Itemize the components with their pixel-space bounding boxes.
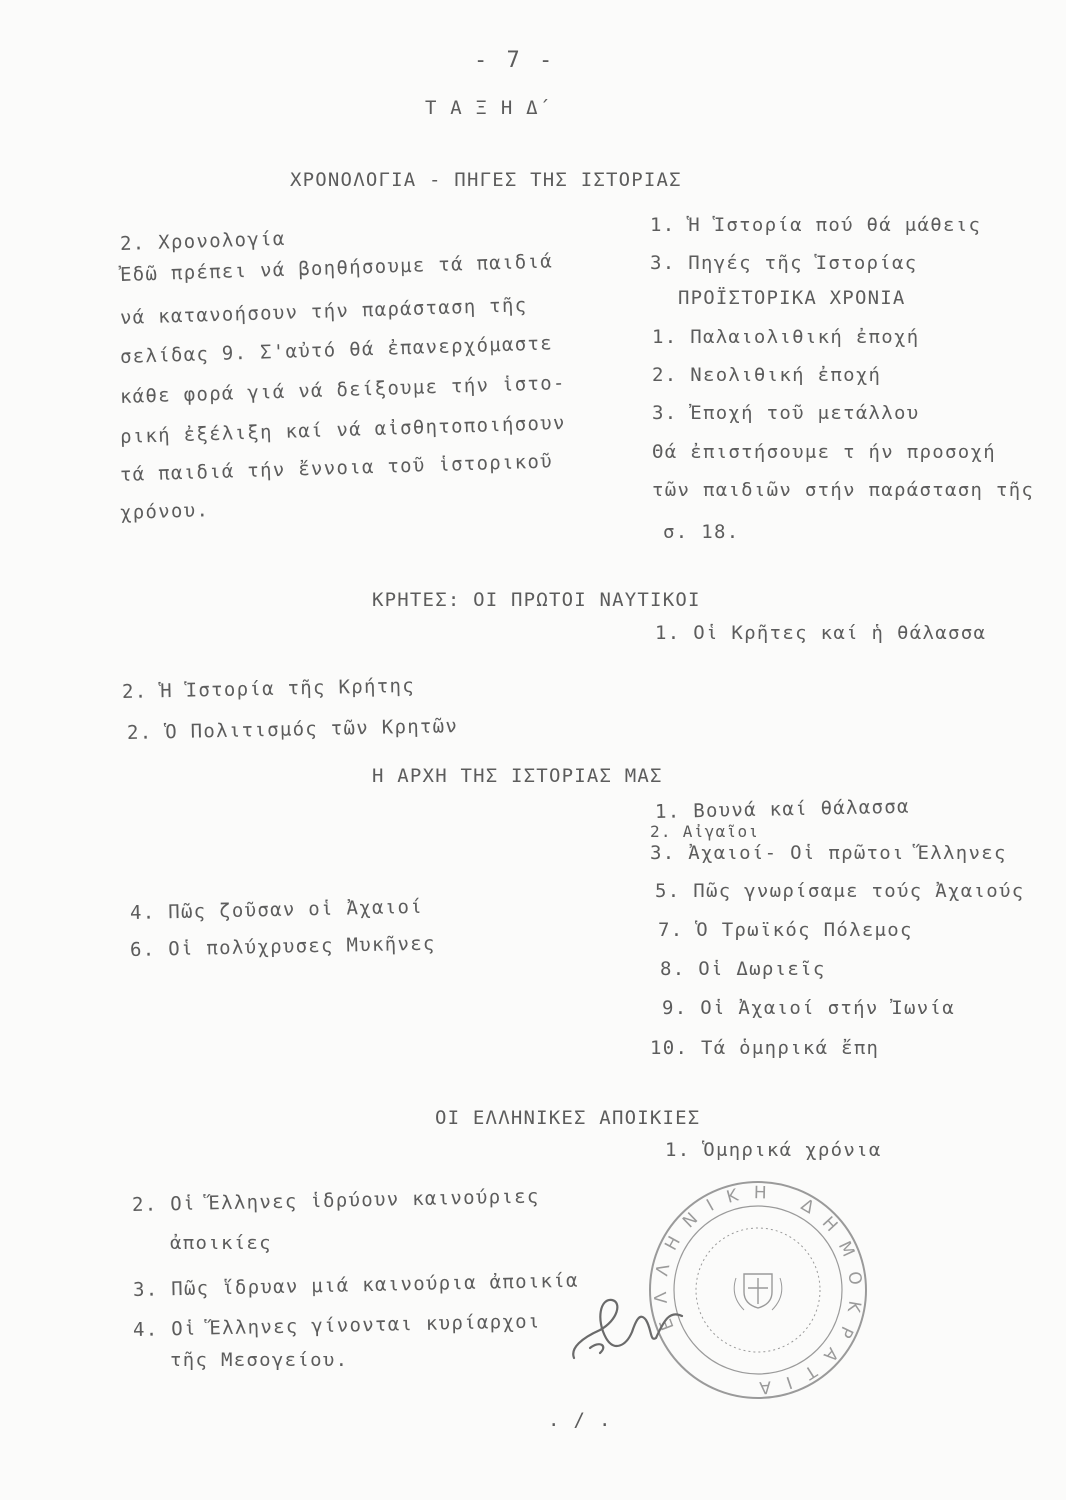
topic-item: 2. Ἡ Ἱστορία τῆς Κρήτης [121, 674, 416, 703]
section-heading-prehistoric: ΠΡΟΪΣΤΟΡΙΚΑ ΧΡΟΝΙΑ [678, 287, 906, 309]
topic-item: 7. Ὁ Τρωϊκός Πόλεμος [658, 919, 913, 941]
topic-item: 9. Οἱ Ἀχαιοί στήν Ἰωνία [662, 997, 955, 1019]
topic-item: 5. Πῶς γνωρίσαμε τούς Ἀχαιούς [655, 880, 1025, 902]
teacher-note-line: σελίδας 9. Σ'αὐτό θά ἐπανερχόμαστε [119, 332, 554, 368]
teacher-note-line: ρική ἐξέλιξη καί νά αἰσθητοποιήσουν [119, 412, 567, 448]
topic-item: 1. Παλαιολιθική ἐποχή [652, 326, 920, 348]
topic-item: 1. Ἡ Ἱστορία πού θά μάθεις [650, 214, 982, 236]
topic-item: 2. Οἱ Ἕλληνες ἱδρύουν καινούριες [131, 1185, 540, 1216]
teacher-note-line: Θά ἐπιστήσουμε τ ήν προσοχή [652, 441, 996, 463]
teacher-note-line: σ. 18. [663, 521, 740, 543]
topic-item: 8. Οἱ Δωριεῖς [660, 958, 826, 980]
topic-item: 10. Τά ὁμηρικά ἔπη [650, 1037, 880, 1059]
topic-item: 6. Οἱ πολύχρυσες Μυκῆνες [129, 932, 436, 961]
teacher-note-line: τῶν παιδιῶν στήν παράσταση τῆς [652, 479, 1035, 501]
teacher-note-line: τά παιδιά τήν ἔννοια τοῦ ἱστορικοῦ [119, 450, 554, 486]
page-number: - 7 - [474, 48, 556, 73]
teacher-note-line: χρόνου. [119, 499, 210, 524]
topic-item: 3. Πηγές τῆς Ἱστορίας [650, 252, 918, 274]
topic-item: 3. Πῶς ἵδρυαν μιά καινούρια ἀποικία [132, 1269, 580, 1301]
section-heading-crete: ΚΡΗΤΕΣ: ΟΙ ΠΡΩΤΟΙ ΝΑΥΤΙΚΟΙ [372, 589, 701, 611]
topic-item: 1. Οἱ Κρῆτες καί ἡ θάλασσα [655, 622, 987, 644]
topic-item: 2. Ὁ Πολιτισμός τῶν Κρητῶν [126, 715, 459, 744]
section-heading-chronology: ΧΡΟΝΟΛΟΓΙΑ - ΠΗΓΕΣ ΤΗΣ ΙΣΤΟΡΙΑΣ [290, 169, 682, 191]
teacher-note-line: κάθε φορά γιά νά δείξουμε τήν ἱστο- [119, 372, 567, 408]
continuation-mark: . / . [548, 1409, 612, 1431]
section-heading-colonies: ΟΙ ΕΛΛΗΝΙΚΕΣ ΑΠΟΙΚΙΕΣ [435, 1107, 701, 1129]
topic-item: 1. Ὁμηρικά χρόνια [665, 1139, 882, 1161]
coat-of-arms-icon [734, 1274, 782, 1310]
section-heading-beginning: Η ΑΡΧΗ ΤΗΣ ΙΣΤΟΡΙΑΣ ΜΑΣ [372, 765, 663, 787]
topic-item: 1. Βουνά καί θάλασσα [654, 795, 910, 823]
teacher-note-line: Ἐδῶ πρέπει νά βοηθήσουμε τά παιδιά [119, 250, 554, 286]
official-stamp [560, 1170, 880, 1430]
topic-item-continuation: τῆς Μεσογείου. [170, 1349, 349, 1371]
topic-item-continuation: ἀποικίες [170, 1232, 272, 1254]
topic-item: 3. Ἐποχή τοῦ μετάλλου [652, 402, 920, 424]
class-title: Τ Α Ξ Η Δ΄ [425, 97, 552, 119]
topic-item: 2. Νεολιθική ἐποχή [652, 364, 882, 386]
topic-item: 2. Αἰγαῖοι [650, 822, 760, 841]
teacher-note-line: νά κατανοήσουν τήν παράσταση τῆς [119, 294, 528, 329]
stamp-seal [650, 1182, 866, 1398]
topic-item: 3. Ἀχαιοί- Οἱ πρῶτοι Ἕλληνες [650, 842, 1007, 864]
stamp-lettering: ΕΛΛΗΝΙΚΗ ΔΗΜΟΚΡΑΤΙΑ [651, 1183, 866, 1398]
topic-item: 2. Χρονολογία [119, 227, 286, 255]
topic-item: 4. Πῶς ζοῦσαν οἱ Ἀχαιοί [129, 895, 424, 924]
topic-item: 4. Οἱ Ἕλληνες γίνονται κυρίαρχοι [132, 1310, 541, 1341]
